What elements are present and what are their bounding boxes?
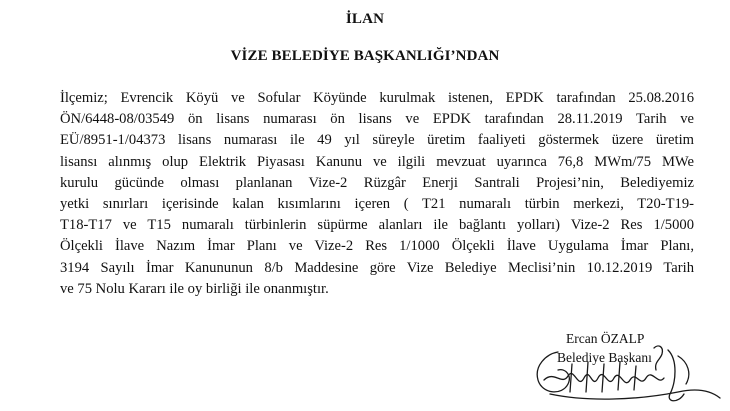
body-line-2: ÖN/6448-08/03549 ön lisans numarası ön lisans ve EPDK tarafından 28.11.2019 Tarih ve (60, 111, 694, 128)
document-subtitle: VİZE BELEDİYE BAŞKANLIĞI’NDAN (230, 48, 500, 64)
body-line-4: lisansı alınmış olup Elektrik Piyasası Kanunu ve ilgili mevzuat uyarınca 76,8 MWm/75 MWe (60, 153, 694, 170)
body-line-10: ve 75 Nolu Kararı ile oy birliği ile onanmıştır. (60, 280, 329, 297)
body-line-9: 3194 Sayılı İmar Kanununun 8/b Maddesine göre Vize Belediye Meclisi’nin 10.12.2019 Tarih (60, 259, 694, 276)
body-line-7: T18-T17 ve T15 numaralı türbinlerin süpürme alanları ile bağlantı yolları) Vize-2 Res 1/5000 (60, 217, 694, 234)
body-line-1: İlçemiz; Evrencik Köyü ve Sofular Köyünde kurulmak istenen, EPDK tarafından 25.08.2016 (60, 90, 694, 106)
signatory-name: Ercan ÖZALP (566, 331, 645, 346)
body-line-8: Ölçekli İlave Nazım İmar Planı ve Vize-2 Res 1/1000 Ölçekli İlave Uygulama İmar Planı, (60, 238, 694, 255)
body-line-6: yetki sınırları içerisinde kalan kısımlarını içeren ( T21 numaralı türbin merkezi, T20-T19- (60, 195, 694, 212)
handwritten-signature (528, 340, 728, 411)
document-title: İLAN (345, 11, 385, 27)
notice-body (60, 88, 694, 300)
body-line-3: EÜ/8951-1/04373 lisans numarası ile 49 yıl süreyle üretim faaliyeti göstermek üzere üretim (60, 132, 694, 149)
signatory-title: Belediye Başkanı (557, 350, 652, 365)
body-line-5: kurulu gücünde olması planlanan Vize-2 Rüzgâr Enerji Santrali Projesi’nin, Belediyemiz (60, 174, 694, 191)
